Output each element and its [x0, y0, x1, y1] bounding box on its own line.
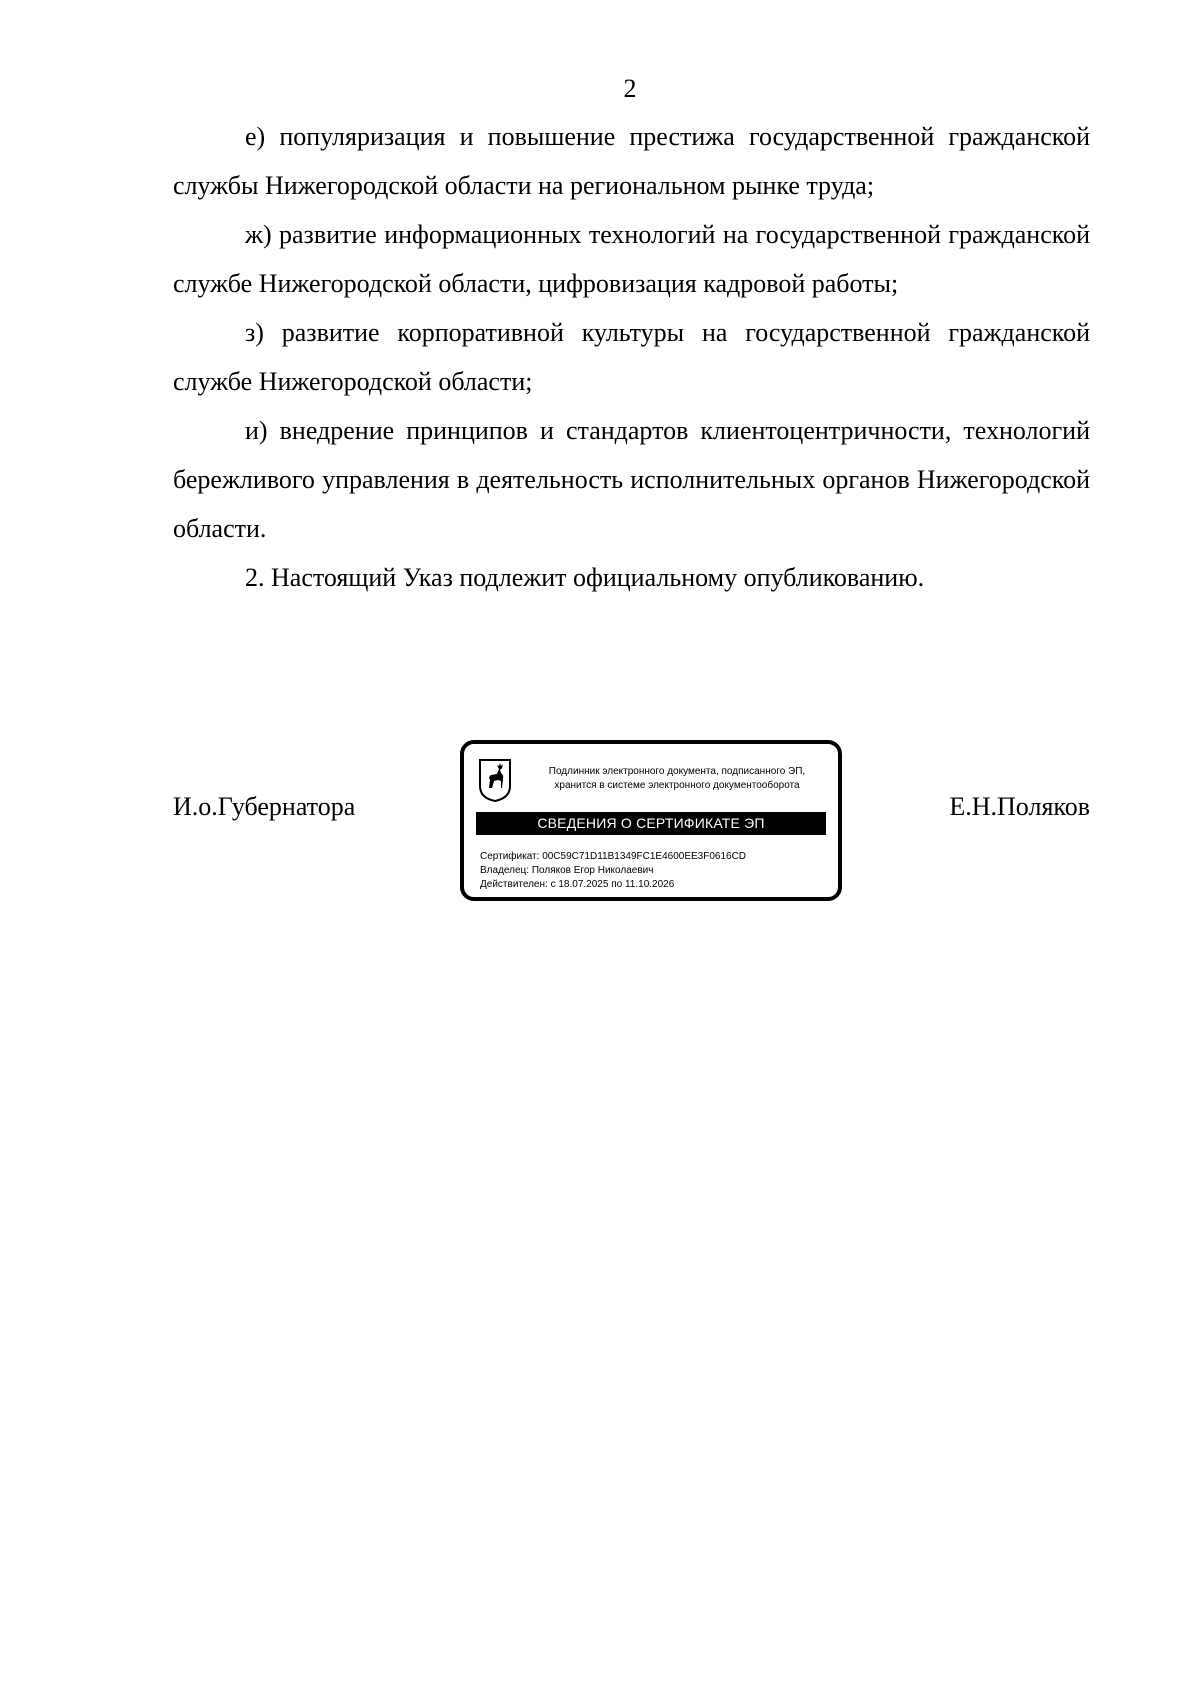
electronic-signature-stamp: [460, 740, 842, 901]
certificate-details: [480, 850, 746, 892]
stamp-notice: Подлинник электронного документа, подписанного ЭП, хранится в системе электронного документооборота: [548, 766, 806, 791]
document-body: [173, 112, 1090, 602]
signatory-position: И.о.Губернатора: [173, 792, 356, 821]
publication-clause: 2. Настоящий Указ подлежит официальному опубликованию.: [245, 563, 925, 592]
stamp-header: СВЕДЕНИЯ О СЕРТИФИКАТЕ ЭП: [476, 812, 826, 835]
list-item-i: и) внедрение принципов и стандартов клиентоцентричности, технологий бережливого управления в деятельность исполнительных органов Нижегородской области.: [173, 416, 1090, 543]
list-item-e: е) популяризация и повышение престижа государственной гражданской службы Нижегородской области на региональном рынке труда;: [173, 122, 1090, 200]
list-item-z: з) развитие корпоративной культуры на государственной гражданской службе Нижегородской области;: [173, 318, 1090, 396]
signatory-name: Е.Н.Поляков: [949, 792, 1090, 821]
valid-to: 11.10.2026: [624, 879, 675, 890]
signature-block: [0, 740, 1200, 900]
valid-from: 18.07.2025: [558, 879, 609, 890]
owner-row: Владелец: Поляков Егор Николаевич: [480, 865, 654, 876]
certificate-number: 00C59C71D11B1349FC1E4600EE3F0616CD: [542, 851, 747, 862]
deer-emblem-icon: [478, 758, 512, 802]
validity-row: Действителен: с 18.07.2025 по 11.10.2026: [480, 879, 675, 890]
page-number: 2: [623, 74, 637, 103]
list-item-zh: ж) развитие информационных технологий на государственной гражданской службе Нижегородской области, цифровизация кадровой работы;: [173, 220, 1090, 298]
certificate-row: Сертификат: 00C59C71D11B1349FC1E4600EE3F0616CD: [480, 851, 747, 862]
owner-name: Поляков Егор Николаевич: [531, 865, 654, 876]
